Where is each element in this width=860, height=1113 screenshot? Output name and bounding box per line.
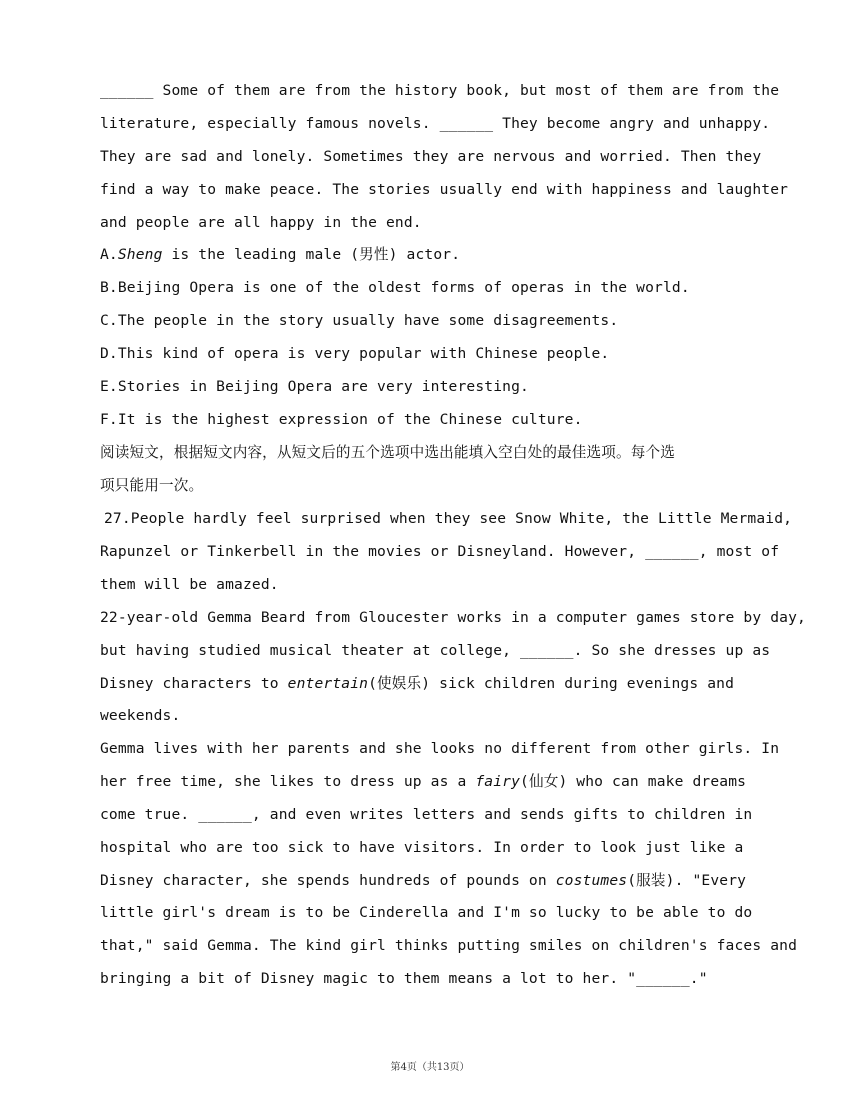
option-c: C.The people in the story usually have some disagreements. <box>100 312 619 329</box>
option-f: F.It is the highest expression of the Chinese culture. <box>100 411 583 428</box>
text-span: (使娱乐) sick children during evenings and <box>368 675 735 692</box>
text-line: literature, especially famous novels. ______ They become angry and unhappy. <box>100 115 771 132</box>
text-span: (服装). "Every <box>627 872 747 889</box>
text-span: Disney characters to <box>100 675 288 692</box>
instruction-line: 项只能用一次。 <box>100 477 204 494</box>
text-line: find a way to make peace. The stories usually end with happiness and laughter <box>100 181 789 198</box>
question-27-line: 27.People hardly feel surprised when they see Snow White, the Little Mermaid, <box>104 510 793 527</box>
paragraph-line: hospital who are too sick to have visitors. In order to look just like a <box>100 839 744 856</box>
text-line: ______ Some of them are from the history book, but most of them are from the <box>100 82 780 99</box>
text-span: her free time, she likes to dress up as a <box>100 773 476 790</box>
page-footer: 第4页（共13页） <box>390 1062 470 1073</box>
italic-term: entertain <box>287 675 369 692</box>
italic-term: fairy <box>475 773 521 790</box>
text-span: (仙女) who can make dreams <box>520 773 747 790</box>
instruction-line: 阅读短文，根据短文内容，从短文后的五个选项中选出能填入空白处的最佳选项。每个选 <box>100 444 676 461</box>
paragraph-line: but having studied musical theater at college, ______. So she dresses up as <box>100 642 771 659</box>
option-a-text: is the leading male (男性) actor. <box>162 246 461 263</box>
option-b: B.Beijing Opera is one of the oldest forms of operas in the world. <box>100 279 690 296</box>
text-line: They are sad and lonely. Sometimes they are nervous and worried. Then they <box>100 148 762 165</box>
option-e: E.Stories in Beijing Opera are very interesting. <box>100 378 529 395</box>
question-27-line: Rapunzel or Tinkerbell in the movies or Disneyland. However, ______, most of <box>100 543 780 560</box>
paragraph-line <box>100 871 746 891</box>
paragraph-line: little girl's dream is to be Cinderella and I'm so lucky to be able to do <box>100 904 753 921</box>
paragraph-line: 22-year-old Gemma Beard from Gloucester works in a computer games store by day, <box>100 609 806 626</box>
option-a <box>100 245 460 265</box>
text-line: and people are all happy in the end. <box>100 214 422 231</box>
paragraph-line <box>100 674 734 694</box>
paragraph-line: weekends. <box>100 707 181 724</box>
paragraph-line: that," said Gemma. The kind girl thinks putting smiles on children's faces and <box>100 937 798 954</box>
option-a-italic-term: Sheng <box>117 246 163 263</box>
paragraph-line: bringing a bit of Disney magic to them means a lot to her. "______." <box>100 970 708 987</box>
option-d: D.This kind of opera is very popular with Chinese people. <box>100 345 610 362</box>
italic-term: costumes <box>555 872 628 889</box>
paragraph-line <box>100 772 746 792</box>
question-27-line: them will be amazed. <box>100 576 279 593</box>
paragraph-line: come true. ______, and even writes letters and sends gifts to children in <box>100 806 753 823</box>
text-span: Disney character, she spends hundreds of pounds on <box>100 872 556 889</box>
option-a-prefix: A. <box>100 246 118 263</box>
paragraph-line: Gemma lives with her parents and she looks no different from other girls. In <box>100 740 780 757</box>
